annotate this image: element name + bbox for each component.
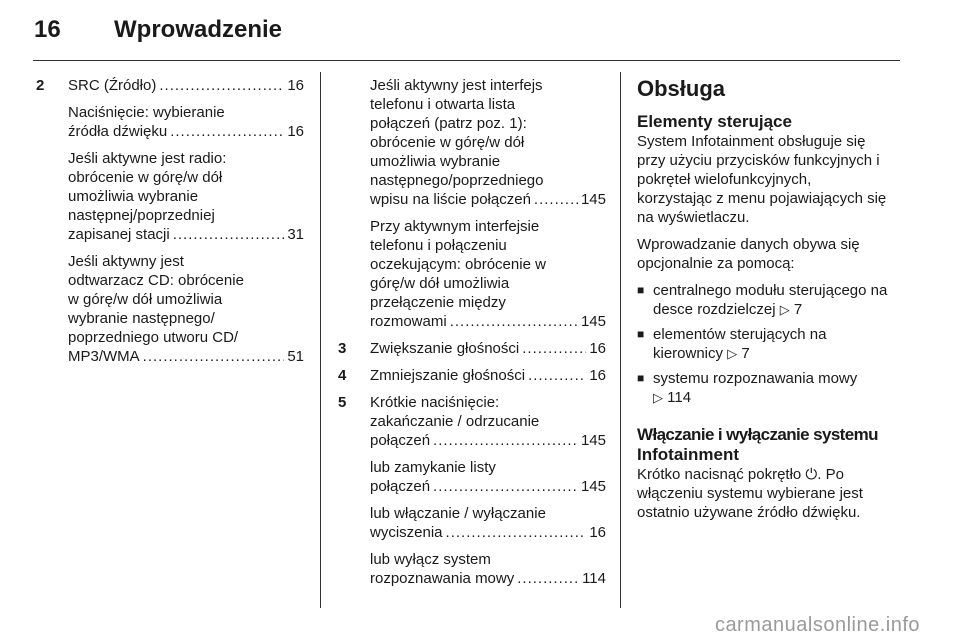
page-ref: 114 [667, 389, 692, 406]
text-line: opcjonalnie za pomocą: [637, 255, 795, 272]
item-text: umożliwia wybranie [370, 153, 501, 170]
text-line: przy użyciu przycisków funkcyjnych i [637, 152, 880, 169]
item-text: odtwarzacz CD: obrócenie [68, 272, 244, 289]
page-ref: 16 [589, 367, 606, 384]
item-text: zapisanej stacji [68, 226, 170, 243]
page-ref: 145 [580, 478, 606, 495]
item-text: połączeń [370, 432, 431, 449]
text-line: ostatnio używane źródło dźwięku. [637, 504, 861, 521]
item-text: lub zamykanie listy [370, 459, 496, 476]
item-text: Naciśnięcie: wybieranie [68, 104, 225, 121]
item-text: obrócenie w górę/w dół [370, 134, 525, 151]
list-item-2-continued [338, 76, 606, 331]
page-ref: 16 [287, 77, 304, 94]
item-text: wpisu na liście połączeń [370, 191, 531, 208]
item-text: wybranie następnego/ [68, 310, 215, 327]
page-ref: 145 [580, 432, 606, 449]
text-line: kierownicy [653, 345, 724, 362]
column-1 [36, 76, 304, 374]
item-text: Jeśli aktywny jest interfejs [370, 77, 543, 94]
item-number: 2 [36, 77, 45, 94]
bullet-square-icon: ■ [637, 283, 645, 297]
bullet-item [637, 281, 903, 319]
item-number: 4 [338, 367, 347, 384]
subsection-heading [637, 425, 903, 465]
item-number: 5 [338, 394, 347, 411]
item-text: Zwiększanie głośności [370, 340, 520, 357]
column-2 [338, 76, 606, 596]
page-ref: 31 [287, 226, 304, 243]
item-text: rozmowami [370, 313, 447, 330]
item-text: poprzedniego utworu CD/ [68, 329, 239, 346]
subsection-heading: Elementy sterujące [637, 112, 792, 131]
item-text: telefonu i otwarta lista [370, 96, 516, 113]
paragraph [637, 132, 903, 227]
text-line: włączeniu systemu wybierane jest [637, 485, 863, 502]
page-ref-arrow-icon: ▷ [653, 390, 663, 405]
bullet-item [637, 325, 903, 363]
column-divider-1 [320, 72, 321, 608]
item-text: połączeń (patrz poz. 1): [370, 115, 527, 132]
item-text: Zmniejszanie głośności [370, 367, 526, 384]
heading-line: Infotainment [637, 445, 739, 464]
page-ref: 7 [741, 345, 750, 362]
item-text: połączeń [370, 478, 431, 495]
header-rule [33, 60, 900, 61]
page-ref: 7 [793, 301, 803, 318]
paragraph [637, 235, 903, 273]
text-line: centralnego modułu sterującego na [653, 282, 888, 299]
text-line: desce rozdzielczej [653, 301, 776, 318]
item-text: przełączenie między [370, 294, 506, 311]
page-ref-arrow-icon: ▷ [779, 302, 790, 317]
item-text: górę/w dół umożliwia [370, 275, 510, 292]
list-item-4 [338, 366, 606, 385]
bullet-square-icon: ■ [637, 327, 645, 341]
item-text: wyciszenia [370, 524, 443, 541]
item-text: źródła dźwięku [68, 123, 168, 140]
page-ref: 51 [287, 348, 304, 365]
item-text: Przy aktywnym interfejsie [370, 218, 540, 235]
item-text: następnej/poprzedniej [68, 207, 215, 224]
item-text: lub włączanie / wyłączanie [370, 505, 546, 522]
item-text: umożliwia wybranie [68, 188, 199, 205]
page-header [34, 16, 282, 44]
text-line: systemu rozpoznawania mowy [653, 370, 858, 387]
heading-line: Włączanie i wyłączanie systemu [637, 425, 878, 444]
item-number: 3 [338, 340, 347, 357]
page-ref: 114 [582, 570, 606, 587]
paragraph [637, 465, 903, 522]
bullet-item [637, 369, 903, 407]
text-line: pokręteł wielofunkcyjnych, [637, 171, 812, 188]
page-number: 16 [34, 16, 61, 43]
bullet-square-icon: ■ [637, 371, 645, 385]
page-ref: 145 [580, 313, 606, 330]
column-divider-2 [620, 72, 621, 608]
item-text: telefonu i połączeniu [370, 237, 507, 254]
section-heading: Obsługa [637, 76, 726, 101]
page-ref: 145 [580, 191, 606, 208]
item-text: Jeśli aktywne jest radio: [68, 150, 227, 167]
power-knob-icon: ⏻ [805, 466, 818, 483]
text-line: System Infotainment obsługuje się [637, 133, 866, 150]
item-text: SRC (Źródło) [68, 77, 157, 94]
text-line: korzystając z menu pojawiających się [637, 190, 887, 207]
column-3 [637, 76, 903, 530]
item-text: Jeśli aktywny jest [68, 253, 184, 270]
text-line: Wprowadzanie danych obywa się [637, 236, 860, 253]
item-text: zakańczanie / odrzucanie [370, 413, 540, 430]
text-line: Krótko nacisnąć pokrętło [637, 466, 806, 483]
watermark: carmanualsonline.info [714, 614, 920, 636]
page-ref: 16 [589, 524, 606, 541]
page-ref-arrow-icon: ▷ [727, 346, 738, 361]
item-text: lub wyłącz system [370, 551, 491, 568]
item-text: następnego/poprzedniego [370, 172, 544, 189]
item-text: rozpoznawania mowy [370, 570, 515, 587]
item-text: w górę/w dół umożliwia [68, 291, 223, 308]
page-ref: 16 [589, 340, 606, 357]
list-item-3 [338, 339, 606, 358]
item-text: Krótkie naciśnięcie: [370, 394, 500, 411]
list-item-2 [36, 76, 304, 366]
item-text: MP3/WMA [68, 348, 140, 365]
list-item-5 [338, 393, 606, 588]
item-text: obrócenie w górę/w dół [68, 169, 223, 186]
text-line: na wyświetlaczu. [637, 209, 750, 226]
item-text: oczekującym: obrócenie w [370, 256, 546, 273]
text-line: . Po [817, 466, 844, 483]
text-line: elementów sterujących na [653, 326, 827, 343]
page-title: Wprowadzenie [114, 16, 283, 43]
page-ref: 16 [287, 123, 304, 140]
